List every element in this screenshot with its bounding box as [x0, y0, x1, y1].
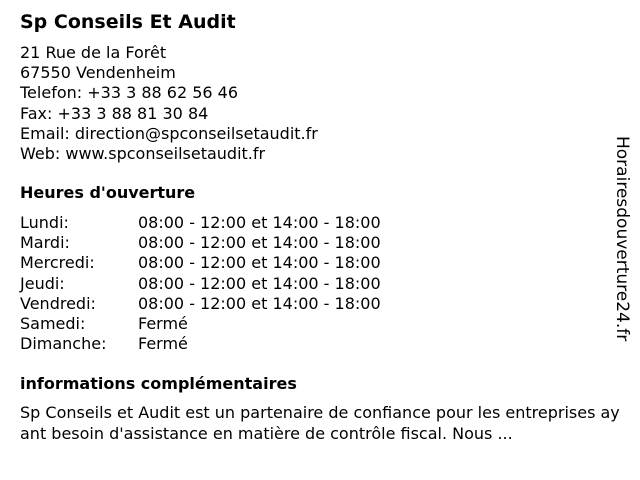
hours-day: Jeudi:: [20, 273, 65, 293]
company-name: Sp Conseils Et Audit: [20, 11, 236, 33]
hours-time: 08:00 - 12:00 et 14:00 - 18:00: [138, 273, 381, 293]
hours-day: Mardi:: [20, 233, 70, 253]
hours-row: [20, 233, 440, 253]
fax-line: Fax: +33 3 88 81 30 84: [20, 103, 209, 123]
hours-time: Fermé: [138, 334, 188, 354]
hours-time: Fermé: [138, 313, 188, 333]
hours-day: Mercredi:: [20, 253, 95, 273]
hours-day: Lundi:: [20, 213, 69, 232]
hours-time: 08:00 - 12:00 et 14:00 - 18:00: [138, 293, 381, 313]
address-city: 67550 Vendenheim: [20, 63, 176, 83]
additional-info-text: Sp Conseils et Audit est un partenaire de confiance pour les entreprises ayant besoin d'assistance en matière de contrôle fiscal. Nous ...: [20, 403, 620, 443]
hours-day: Vendredi:: [20, 293, 96, 313]
hours-row: [20, 274, 440, 294]
hours-time: 08:00 - 12:00 et 14:00 - 18:00: [138, 213, 381, 232]
address-street: 21 Rue de la Forêt: [20, 43, 167, 62]
email-line: Email: direction@spconseilsetaudit.fr: [20, 123, 318, 143]
web-line: Web: www.spconseilsetaudit.fr: [20, 143, 266, 163]
contact-block: [20, 43, 318, 164]
opening-hours-heading: Heures d'ouverture: [20, 183, 196, 202]
hours-time: 08:00 - 12:00 et 14:00 - 18:00: [138, 233, 381, 253]
hours-day: Samedi:: [20, 313, 86, 333]
hours-time: 08:00 - 12:00 et 14:00 - 18:00: [138, 253, 381, 273]
hours-row: [20, 213, 440, 233]
hours-row: [20, 334, 440, 354]
hours-day: Dimanche:: [20, 334, 107, 354]
additional-info-heading: informations complémentaires: [20, 374, 297, 393]
hours-row: [20, 253, 440, 273]
opening-hours-table: [20, 213, 440, 354]
hours-row: [20, 314, 440, 334]
hours-row: [20, 294, 440, 314]
phone-line: Telefon: +33 3 88 62 56 46: [20, 83, 239, 103]
site-watermark: Horairesdouverture24.fr: [612, 136, 632, 342]
